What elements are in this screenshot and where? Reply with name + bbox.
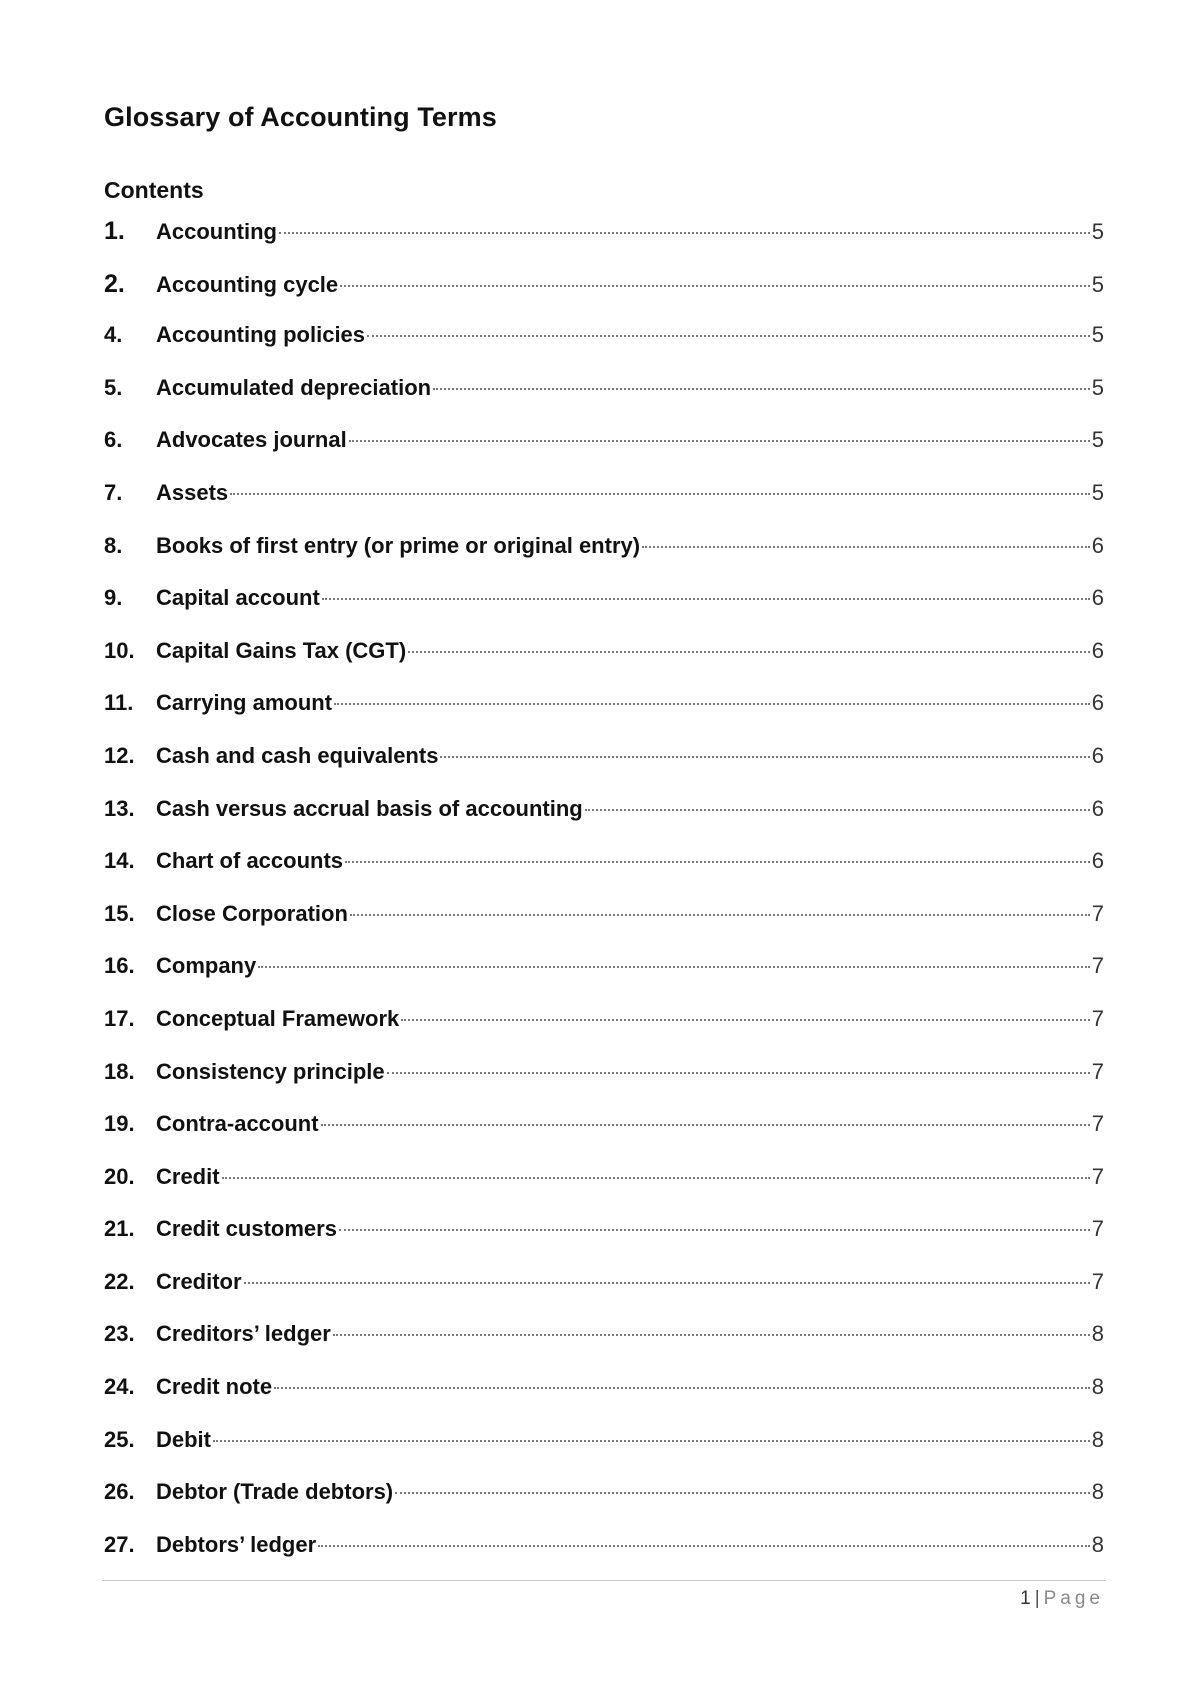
toc-entry-number: 23. (104, 1321, 135, 1347)
toc-entry[interactable] (104, 1374, 1104, 1427)
toc-entry-number: 4. (104, 322, 123, 348)
toc-entry-number: 17. (104, 1005, 135, 1031)
toc-dot-leader (279, 232, 1090, 234)
toc-dot-leader (642, 546, 1090, 548)
toc-entry-number: 5. (104, 374, 123, 400)
toc-entry[interactable] (104, 533, 1104, 586)
toc-entry[interactable] (104, 480, 1104, 533)
toc-entry[interactable] (104, 796, 1104, 849)
document-title: Glossary of Accounting Terms (104, 102, 497, 132)
toc-entry[interactable] (104, 375, 1104, 428)
toc-entry[interactable] (104, 953, 1104, 1006)
toc-entry[interactable] (104, 638, 1104, 691)
toc-entry-page: 7 (1091, 1163, 1104, 1189)
toc-entry-number: 9. (104, 585, 123, 611)
toc-entry-label: Credit customers (156, 1216, 337, 1242)
toc-entry-page: 7 (1091, 953, 1104, 979)
toc-entry[interactable] (104, 1059, 1104, 1112)
toc-entry-number: 13. (104, 795, 135, 821)
toc-entry-page: 7 (1091, 1111, 1104, 1137)
toc-entry-number: 10. (104, 637, 135, 663)
toc-entry-label: Creditor (156, 1268, 242, 1294)
toc-entry[interactable] (104, 901, 1104, 954)
toc-dot-leader (585, 809, 1090, 811)
toc-entry-number: 25. (104, 1426, 135, 1452)
toc-entry[interactable] (104, 743, 1104, 796)
toc-dot-leader (230, 493, 1090, 495)
toc-entry[interactable] (104, 1164, 1104, 1217)
toc-dot-leader (322, 598, 1090, 600)
toc-entry-number: 11. (104, 690, 134, 716)
toc-entry-label: Contra-account (156, 1111, 319, 1137)
toc-entry-label: Carrying amount (156, 690, 333, 716)
toc-entry-label: Debit (156, 1426, 211, 1452)
footer-page-word: Page (1043, 1588, 1104, 1609)
toc-entry-label: Accounting (156, 219, 277, 244)
toc-entry-number: 1. (104, 217, 125, 245)
toc-entry-number: 14. (104, 848, 135, 874)
toc-entry-label: Cash and cash equivalents (156, 742, 439, 768)
toc-dot-leader (345, 861, 1090, 863)
toc-entry-number: 22. (104, 1268, 135, 1294)
toc-entry-number: 6. (104, 427, 123, 453)
toc-entry-label: Cash versus accrual basis of accounting (156, 795, 583, 821)
toc-dot-leader (367, 335, 1090, 337)
toc-entry-number: 18. (104, 1058, 135, 1084)
toc-entry-page: 6 (1091, 637, 1104, 663)
toc-entry-label: Accounting cycle (156, 271, 339, 297)
toc-entry-number: 21. (104, 1216, 135, 1242)
toc-entry-page: 5 (1091, 271, 1104, 297)
toc-entry-label: Company (156, 953, 257, 979)
toc-entry-label: Accounting policies (156, 322, 366, 348)
toc-entry-page: 8 (1091, 1374, 1104, 1400)
toc-entry-number: 15. (104, 900, 135, 926)
toc-entry[interactable] (104, 848, 1104, 901)
toc-entry-page: 7 (1091, 1216, 1104, 1242)
toc-entry-page: 8 (1091, 1321, 1104, 1347)
toc-entry-label: Creditors’ ledger (156, 1321, 331, 1347)
toc-entry-number: 7. (104, 479, 123, 505)
toc-dot-leader (334, 703, 1090, 705)
toc-dot-leader (321, 1124, 1090, 1126)
toc-entry[interactable] (104, 322, 1104, 375)
toc-entry-label: Credit (156, 1163, 220, 1189)
toc-entry-label: Capital Gains Tax (CGT) (156, 637, 407, 663)
toc-entry-page: 6 (1091, 532, 1104, 558)
toc-dot-leader (318, 1545, 1090, 1547)
toc-entry-label: Books of first entry (or prime or original entry) (156, 532, 641, 558)
toc-entry-number: 24. (104, 1374, 135, 1400)
toc-entry-page: 8 (1091, 1479, 1104, 1505)
toc-entry-label: Debtors’ ledger (156, 1531, 317, 1557)
toc-entry-page: 8 (1091, 1531, 1104, 1557)
toc-entry[interactable] (104, 217, 1104, 270)
toc-dot-leader (258, 966, 1090, 968)
toc-entry-number: 2. (104, 269, 125, 298)
toc-dot-leader (274, 1387, 1090, 1389)
toc-entry-number: 16. (104, 953, 135, 979)
toc-dot-leader (222, 1177, 1090, 1179)
toc-entry-page: 5 (1091, 374, 1104, 400)
toc-entry-page: 5 (1091, 322, 1104, 348)
toc-entry-page: 7 (1091, 1058, 1104, 1084)
toc-dot-leader (333, 1334, 1090, 1336)
toc-entry[interactable] (104, 1321, 1104, 1374)
toc-entry[interactable] (104, 1006, 1104, 1059)
toc-entry-page: 6 (1091, 585, 1104, 611)
toc-entry-label: Chart of accounts (156, 848, 344, 874)
toc-entry-number: 20. (104, 1163, 135, 1189)
toc-entry[interactable] (104, 1479, 1104, 1532)
toc-dot-leader (340, 285, 1090, 287)
toc-dot-leader (408, 651, 1090, 653)
toc-entry-number: 12. (104, 742, 135, 768)
toc-entry[interactable] (104, 585, 1104, 638)
toc-dot-leader (339, 1229, 1090, 1231)
toc-entry-label: Close Corporation (156, 900, 348, 926)
toc-entry[interactable] (104, 1427, 1104, 1480)
toc-entry-label: Advocates journal (156, 427, 347, 453)
toc-dot-leader (433, 388, 1090, 390)
toc-entry-label: Consistency principle (156, 1058, 385, 1084)
toc-entry-number: 27. (104, 1531, 135, 1557)
toc-entry-page: 5 (1091, 479, 1104, 505)
toc-entry[interactable] (104, 270, 1104, 323)
toc-dot-leader (244, 1282, 1090, 1284)
toc-entry-page: 5 (1091, 219, 1104, 244)
toc-entry-label: Capital account (156, 585, 320, 611)
toc-entry-label: Credit note (156, 1374, 273, 1400)
toc-entry[interactable] (104, 690, 1104, 743)
footer-page-number: 1 (1020, 1588, 1031, 1609)
toc-entry-label: Accumulated depreciation (156, 374, 432, 400)
toc-dot-leader (440, 756, 1089, 758)
toc-entry[interactable] (104, 1269, 1104, 1322)
toc-dot-leader (350, 914, 1090, 916)
toc-entry-label: Assets (156, 479, 229, 505)
toc-entry[interactable] (104, 427, 1104, 480)
toc-dot-leader (401, 1019, 1089, 1021)
toc-entry-number: 19. (104, 1111, 135, 1137)
toc-entry-label: Conceptual Framework (156, 1005, 400, 1031)
toc-dot-leader (213, 1440, 1090, 1442)
toc-entry-number: 8. (104, 532, 123, 558)
toc-entry-page: 7 (1091, 1005, 1104, 1031)
toc-entry-page: 6 (1091, 795, 1104, 821)
table-of-contents (104, 217, 1104, 1584)
toc-entry-page: 7 (1091, 900, 1104, 926)
toc-dot-leader (395, 1492, 1090, 1494)
toc-entry-page: 5 (1091, 427, 1104, 453)
toc-entry[interactable] (104, 1532, 1104, 1585)
page-footer (1020, 1588, 1104, 1610)
toc-dot-leader (349, 440, 1090, 442)
toc-entry[interactable] (104, 1216, 1104, 1269)
toc-entry[interactable] (104, 1111, 1104, 1164)
footer-divider (102, 1580, 1106, 1581)
toc-entry-number: 26. (104, 1479, 135, 1505)
toc-entry-page: 6 (1091, 848, 1104, 874)
toc-entry-page: 6 (1091, 742, 1104, 768)
toc-entry-page: 6 (1091, 690, 1104, 716)
toc-entry-page: 8 (1091, 1426, 1104, 1452)
contents-heading: Contents (104, 177, 204, 203)
toc-entry-label: Debtor (Trade debtors) (156, 1479, 394, 1505)
toc-entry-page: 7 (1091, 1268, 1104, 1294)
footer-separator: | (1034, 1588, 1040, 1609)
toc-dot-leader (387, 1072, 1090, 1074)
